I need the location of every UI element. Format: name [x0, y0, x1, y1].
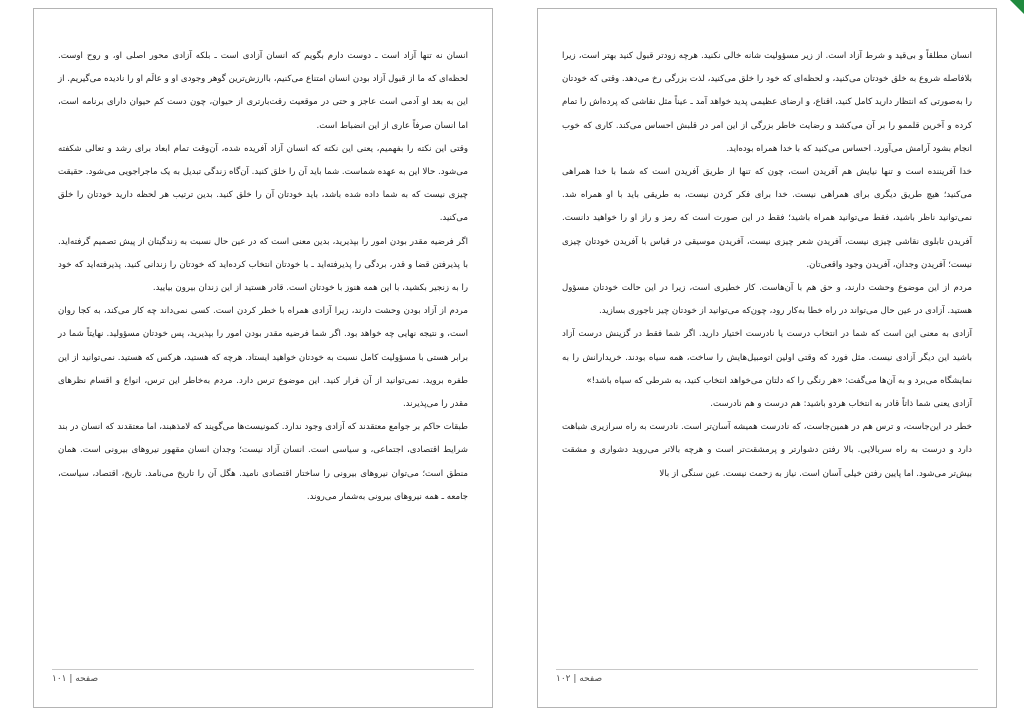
- page-gutter: [493, 0, 537, 695]
- page-text-body: [58, 45, 468, 509]
- page-101: [33, 8, 493, 708]
- page-text-body: [562, 45, 972, 486]
- paragraph: انسان نه تنها آزاد است ـ دوست دارم بگویم که انسان آزادی است ـ بلکه آزادی محور اصلی او، و روح اوست. لحظه‌ای که ما از قبول آزاد بودن انسان امتناع می‌کنیم، با‌ارزش‌ترین گوهر وجودی او و عالَم او را نادیده می‌گیریم. از این به بعد او آدمی است عاجز و حتی در موقعیت رقت‌بارتری از حیوان، چون دست کم حیوان دارای برنامه است، اما انسان صرفاً عاری از این انضباط است.: [58, 51, 468, 131]
- corner-marker-icon: [1010, 0, 1024, 14]
- page-number: صفحه | ۱۰۱: [52, 674, 99, 684]
- page-footer: [52, 669, 474, 688]
- page-number: صفحه | ۱۰۲: [556, 674, 603, 684]
- paragraph: انسان مطلقاً و بی‌قید و شرط آزاد است. از زیر مسؤولیت شانه خالی نکنید. هرچه زودتر قبول کنید بهتر است، زیرا بلافاصله شروع به خلق خودتان می‌کنید، و لحظه‌ای که خود را خلق می‌کنید، لذت بزرگی رخ می‌دهد. وقتی که خودتان را به‌صورتی که انتظار دارید کامل کنید، اقناع، و ارضای عظیمی پدید خواهد آمد ـ عیناً مثل نقاشی که پرده‌اش را تمام کرده و آخرین قلممو را بر آن می‌کشد و رضایت خاطر بزرگی از این امر در قلبش احساس می‌کند. کاری که خوب انجام بشود آرامش می‌آورد. احساس می‌کنید که با خدا همراه بوده‌اید.: [562, 51, 972, 154]
- page-102: [537, 8, 997, 708]
- paragraph: خدا آفریننده است و تنها نیایش هم آفریدن است، چون که تنها از طریق آفریدن است که شما با خدا همراهی می‌کنید؛ هیچ طریق دیگری برای همراهی نیست. خدا برای فکر کردن نیست، به طریقی باید با او همراه شد. نمی‌توانید ناظر باشید، فقط می‌توانید همراه باشید؛ فقط در این صورت است که رمز و راز او را خواهید دانست. آفریدن تابلوی نقاشی چیزی نیست، آفریدن شعر چیزی نیست، آفریدن موسیقی در قیاس با آفریدن خودتان چیزی نیست؛ آفریدن وجدان، آفریدن وجود واقعی‌تان.: [562, 167, 972, 270]
- paragraph: آزادی یعنی شما ذاتاً قادر به انتخاب هردو باشید: هم درست و هم نادرست.: [710, 399, 972, 410]
- paragraph: مردم از این موضوع وحشت دارند، و حق هم با آن‌هاست. کار خطیری است، زیرا در این حالت خودتان مسؤول هستید. آزادی در عین حال می‌تواند در راه خطا به‌کار رود، چون‌که می‌توانید از خودتان چیز ناجوری بسازید.: [562, 283, 972, 317]
- paragraph: اگر فرضیه مقدر بودن امور را بپذیرید، بدین معنی است که در عین حال نسبت به زندگیتان از پیش تصمیم گرفته‌اید. با پذیرفتن قضا و قدر، بردگی را پذیرفته‌اید ـ با خودتان انتخاب کرده‌اید که خودتان را زندانی کنید. پذیرفته‌اید که خود را به زنجیر بکشید، با این همه هنوز با خودتان است. قادر هستید از این زندان بیرون بیایید.: [58, 236, 468, 294]
- paragraph: طبقات حاکم بر جوامع معتقدند که آزادی وجود ندارد. کمونیست‌ها می‌گویند که لامذهبند، اما معتقدند که انسان در بند شرایط اقتصادی، اجتماعی، و سیاسی است. انسان آزاد نیست؛ وجدان انسان مقهور نیروهای بیرونی است. همان منطق است؛ می‌توان نیروهای بیرونی را ساختار اقتصادی نامید. هگل آن را تاریخ می‌نامد. تاریخ، اقتصاد، سیاست، جامعه ـ همه نیروهای بیرونی به‌شمار می‌روند.: [58, 422, 468, 502]
- paragraph: آزادی به معنی این است که شما در انتخاب درست یا نادرست اختیار دارید. اگر شما فقط در گزینش درست آزاد باشید این دیگر آزادی نیست. مثل فورد که وقتی اولین اتومبیل‌هایش را ساخت، همه سیاه بودند. خریدارانش را به نمایشگاه می‌برد و به آن‌ها می‌گفت: «هر رنگی را که دلتان می‌خواهد انتخاب کنید، به شرطی که سیاه باشد!»: [562, 329, 972, 386]
- paragraph: خطر در این‌جاست، و ترس هم در همین‌جاست، که نادرست همیشه آسان‌تر است. نادرست به راه سرازیری شباهت دارد و درست به راه سربالایی. بالا رفتن دشوارتر و پرمشقت‌تر است و هرچه بالاتر می‌روید دشواری و مشقت بیش‌تر می‌شود. اما پایین رفتن خیلی آسان است. نیاز به زحمت نیست. عین سنگی از بالا: [562, 422, 972, 479]
- page-footer: [556, 669, 978, 688]
- paragraph: وقتی این نکته را بفهمیم، یعنی این نکته که انسان آزاد آفریده شده، آن‌وقت تمام ابعاد برای رشد و تعالی شکفته می‌شود. حالا این به عهده شماست. شما باید آن را خلق کنید. آن‌گاه زندگی تبدیل به یک ماجراجویی می‌شود. حقیقت چیزی نیست که به شما داده شده باشد، باید خودتان آن را خلق کنید. بدین ترتیب هر لحظه دارید خودتان را خلق می‌کنید.: [58, 143, 468, 224]
- paragraph: مردم از آزاد بودن وحشت دارند، زیرا آزادی همراه با خطر کردن است. کسی نمی‌داند چه کار می‌کند، به کجا روان است، و نتیجه نهایی چه خواهد بود. اگر شما فرضیه مقدر بودن امور را بپذیرید، پس خودتان مسؤولید. نهایتاً شما در برابر هستی با مسؤولیت کامل نسبت به خودتان خواهید ایستاد. هرچه که هستید، هرکس که هستید. نمی‌توانید از این طفره بروید. نمی‌توانید از آن فرار کنید. این موضوع ترس دارد. مردم به‌خاطر این ترس، انواع و اقسام نظرهای مقدر را می‌پذیرند.: [58, 306, 468, 410]
